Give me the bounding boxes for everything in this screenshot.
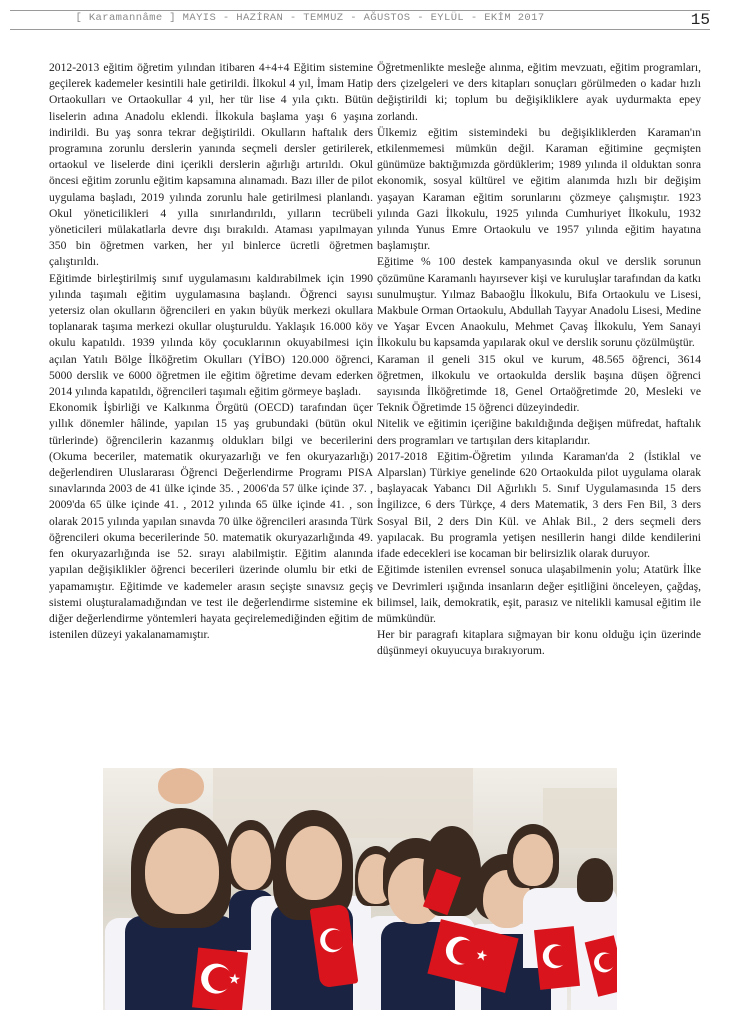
turkish-flag xyxy=(534,926,580,990)
paragraph: 2017-2018 Eğitim-Öğretim yılında Karaman'da 2 (İstiklal ve Alparslan) Türkiye genelinde 620 Ortaokulda pilot uygulama olarak başlayacak Yabancı Dil Ağırlıklı 5. Sınıf Uygulamasında 15 ders İngilizce, 6 ders Türkçe, 4 ders Matematik, 3 ders Fen Bil, 3 ders Sosyal Bil, 2 ders Din Kül. ve Ahlak Bil., 2 ders seçmeli ders yapılacak. Bu programla yetişen nesillerin hangi dilde kendilerini ifade edecekleri ise kocaman bir belirsizlik olarak duruyor. xyxy=(377,449,701,561)
paragraph: Eğitime % 100 destek kampanyasında okul ve derslik sorunun çözümüne Karamanlı hayırsever kişi ve kuruluşlar tarafından da katkı sunulmuştur. Yılmaz Babaoğlu İlkokulu, Bifa Ortaokulu ve Lisesi, Makbule Orman Ortaokulu, Abdullah Tayyar Anadolu Lisesi, Medine ve Yaşar Evcen Anaokulu, Mehmet Çavaş İlkokulu, Yem Sanayi İlkokulu bu kapsamda yapılarak okul ve derslik sorunu çözülmüştür. xyxy=(377,255,701,350)
page-number: 15 xyxy=(690,11,710,29)
paragraph: Ülkemiz eğitim sistemindeki bu değişikliklerden Karaman'ın etkilenmemesi mümkün değil. Karaman eğitimine geçmişten günümüze baktığımızda gördüklerim; 1989 yılında il olduktan sonra ekonomik, sosyal kültürel ve eğitim alanımda hızlı bir değişim yaşayan Karaman eğitim sorunlarını çözmeye çalışmıştır. 1923 yılında Gazi İlkokulu, 1925 yılında Cumhuriyet İlkokulu, 1932 yılında Yunus Emre Ortaokulu ve 1957 yılında eğitim hayatına başlamıştır. xyxy=(377,125,701,253)
paragraph: Eğitimde birleştirilmiş sınıf uygulamasını kaldırabilmek için 1990 yılında taşımalı eğitim uygulamasına başlandı. Öğrenci sayısı yetersiz olan okulların öğrencileri en yakın büyük merkezi okullara toplanarak taşıma merkezi okullar oluşturuldu. Yaklaşık 16.000 köy okulu kapatıldı. 1939 yılında köy çocuklarının okuyabilmesi için açılan Yatılı Bölge İlköğretim Okulları (YİBO) 120.000 öğrenci, 5000 derslik ve 6000 öğretmen ile eğitim öğretime devam ederken 2014 yılında kapatıldı, öğrencileri taşımalı eğitim görmeye başladı. xyxy=(49,271,373,399)
paragraph: Nitelik ve eğitimin içeriğine bakıldığında değişen müfredat, haftalık ders programları ve tartışılan ders kitaplarıdır. xyxy=(377,417,701,447)
adult-head xyxy=(158,768,204,804)
paragraph: Ekonomik İşbirliği ve Kalkınma Örgütü (OECD) tarafından üçer yıllık dönemler hâlinde, yapılan 15 yaş grubundaki (bütün okul türlerinde) öğrencilerin kazanmış oldukları bilgi ve becerilerini (Okuma beceriler, matematik okuryazarlığı ve fen okuryazarlığı) değerlendiren Uluslararası Öğrenci Değerlendirme Programı PISA sınavlarında 2003 de 41 ülke içinde 35. , 2006'da 57 ülke içinde 37. , 2009'da 65 ülke içinde 41. , 2012 yılında 65 ülke içinde 41. , son olarak 2015 yılında yapılan sınavda 70 ülke öğrencileri arasında Türk öğrencileri okuma becerilerinde 50. matematik okuryazarlığında 49. fen okuryazarlığında ise 52. sırayı alabilmiştir. Eğitim alanında yapılan değişiklikler öğrenci becerileri üzerinde olumlu bir etki de yapamamıştır. Eğitimde ve kademeler arasın seçişte sınavsız geçiş sistemi oluşturalamadığından ve test ile değerlendirme sistemine ek diğer değerlendirme yöntemleri hayata geçirelemediğinden eğitim de istenilen düzeyi yakalanamamıştır. xyxy=(49,401,373,642)
article-left-column xyxy=(49,60,373,643)
paragraph: 2012-2013 eğitim öğretim yılından itibaren 4+4+4 Eğitim sistemine geçilerek kademeler kesintili hale getirildi. İlkokul 4 yıl, İmam Hatip Ortaokulları ve Ortaokullar 4 yıl, her tür lise 4 yıla çıktı. Bütün liselerin adına Anadolu eklendi. İlkokula başlama yaşı 6 yaşına indirildi. Bu yaş sonra tekrar değiştirildi. Okulların haftalık ders programına zorunlu derslerin yanında seçmeli dersler getirilerek, ortaokul ve liselerde dini içerikli derslerin ağırlığı artırıldı. Okul öncesi eğitim zorunlu eğitim kapsamına alınamadı. Bazı iller de pilot uygulama başladı, 2019 yılında zorunlu hale getirilmesi planlandı. Okul yöneticilikleri 4 yılla sınırlandırıldı, yılların tecrübeli yöneticileri mülakatlarla devre dışı bırakıldı. Ataması yapılmayan 350 bin öğretmen varken, her yıl binlerce ücretli öğretmen çalıştırıldı. xyxy=(49,61,373,269)
paragraph: Karaman il geneli 315 okul ve kurum, 48.565 öğrenci, 3614 öğretmen, ilkokulu ve ortaokulda derslik başına düşen öğrenci sayısında İlköğretimde 18, Genel Ortaöğretimde 20, Mesleki ve Teknik Öğretimde 15 öğrenci düzeyindedir. xyxy=(377,352,701,415)
turkish-flag: ★ xyxy=(427,919,518,993)
paragraph: Her bir paragrafı kitaplara sığmayan bir konu olduğu için üzerinde düşünmeyi okuyucuya bırakıyorum. xyxy=(377,628,701,658)
running-header: [ Karamannâme ] MAYIS - HAZİRAN - TEMMUZ - AĞUSTOS - EYLÜL - EKİM 2017 xyxy=(75,12,545,24)
paragraph: Eğitimde istenilen evrensel sonuca ulaşabilmenin yolu; Atatürk İlke ve Devrimleri ışığında insanların değer eşitliğini önceleyen, çağdaş, bilimsel, laik, demokratik, eşit, parasız ve nitelikli kamusal eğitim ile mümkündür. xyxy=(377,563,701,625)
header-top-rule xyxy=(10,10,710,11)
article-right-column xyxy=(377,60,701,660)
turkish-flag: ★ xyxy=(192,948,248,1010)
paragraph: Öğretmenlikte mesleğe alınma, eğitim mevzuatı, eğitim programları, ders çizelgeleri ve ders kitapları sonuçları görülmeden o kadar hızlı değiştirildi ki; toplum bu değişikliklere ayak uydurmakta epey zorlandı. xyxy=(377,61,701,123)
header-bottom-rule xyxy=(10,29,710,30)
schoolchildren-photo xyxy=(103,768,617,1010)
